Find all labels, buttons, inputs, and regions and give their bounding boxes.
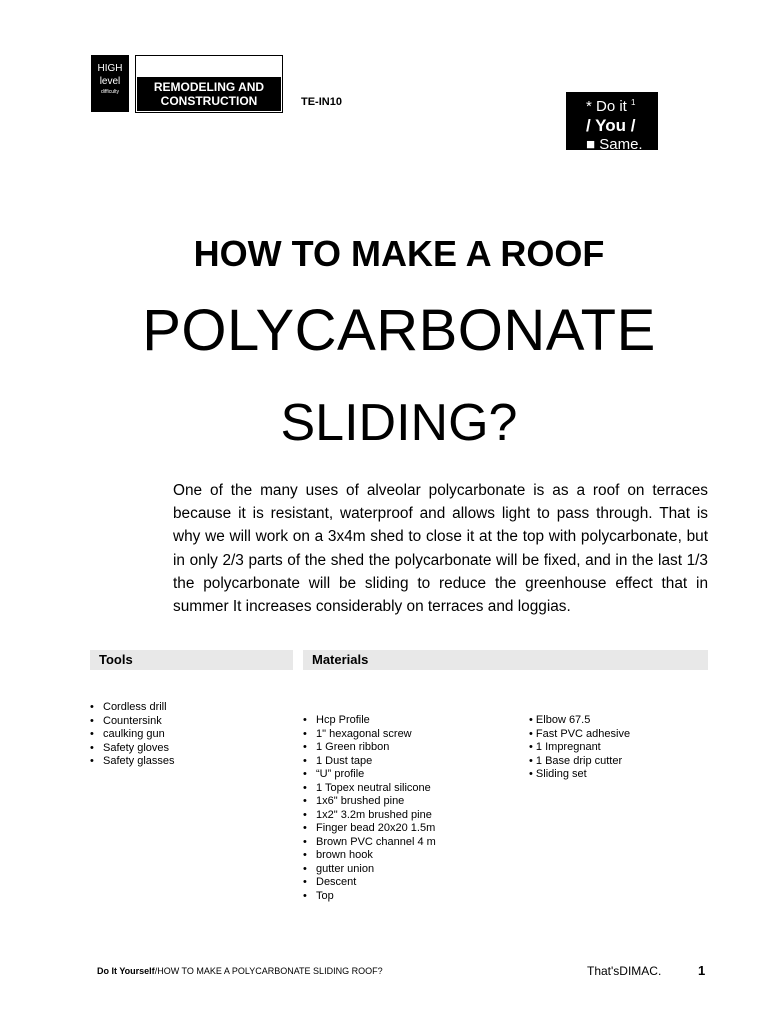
list-item: • Cordless drill [90,701,175,715]
materials-list-col2 [529,714,630,782]
list-item: • Hcp Profile [303,714,436,728]
list-item: • Safety gloves [90,742,175,756]
list-item: • caulking gun [90,728,175,742]
diy-logo [566,92,658,153]
list-item: • Brown PVC channel 4 m [303,836,436,850]
list-item: • 1 Green ribbon [303,741,436,755]
list-item: • Descent [303,876,436,890]
list-item: • “U” profile [303,768,436,782]
tools-heading: Tools [90,650,293,670]
title-line1: HOW TO MAKE A ROOF [193,233,605,274]
list-item: • 1 Dust tape [303,755,436,769]
footer-brand: That'sDIMAC. [587,964,662,978]
difficulty-line2: level [99,76,121,87]
list-item: • Countersink [90,715,175,729]
list-item: • Finger bead 20x20 1.5m [303,822,436,836]
category-badge [135,55,283,113]
footer-doc-title: /HOW TO MAKE A POLYCARBONATE SLIDING ROOF? [154,966,383,976]
list-item: • gutter union [303,863,436,877]
title-line2: POLYCARBONATE [142,298,656,363]
list-item: • 1x6" brushed pine [303,795,436,809]
intro-paragraph: One of the many uses of alveolar polycarbonate is as a roof on terraces because it is resistant, waterproof and allows light to pass through. That is why we will work on a 3x4m shed to close it at the top with polycarbonate, but in only 2/3 parts of the shed the polycarbonate will be fixed, and in the last 1/3 the polycarbonate will be sliding to reduce the greenhouse effect that in summer It increases considerably on terraces and loggias. [173,482,708,616]
category-line2: CONSTRUCTION [160,94,258,108]
difficulty-line1: HIGH [97,63,123,74]
list-item: • Sliding set [529,768,630,782]
difficulty-line3: difficulty [101,89,119,95]
category-line1: REMODELING AND [153,80,265,94]
logo-sup: 1 [631,98,636,107]
list-item: • Fast PVC adhesive [529,728,630,742]
logo-line1: * Do it [586,98,627,115]
page-number: 1 [698,963,706,978]
list-item: • 1 Impregnant [529,741,630,755]
list-item: • brown hook [303,849,436,863]
document-code: TE-IN10 [301,96,342,108]
list-item: • 1x2" 3.2m brushed pine [303,809,436,823]
list-item: • Safety glasses [90,755,175,769]
materials-list-col1 [303,714,436,903]
list-item: • Elbow 67.5 [529,714,630,728]
logo-line3: ■ Same. [586,136,643,153]
difficulty-badge [91,55,129,112]
title-line3: SLIDING? [280,394,518,452]
list-item: • 1" hexagonal screw [303,728,436,742]
list-item: • Top [303,890,436,904]
logo-line2: / You / [586,116,636,135]
list-item: • 1 Base drip cutter [529,755,630,769]
materials-heading: Materials [303,650,708,670]
list-item: • 1 Topex neutral silicone [303,782,436,796]
footer-series: Do It Yourself [97,966,155,976]
tools-list [90,701,175,769]
footer-title [97,966,383,976]
